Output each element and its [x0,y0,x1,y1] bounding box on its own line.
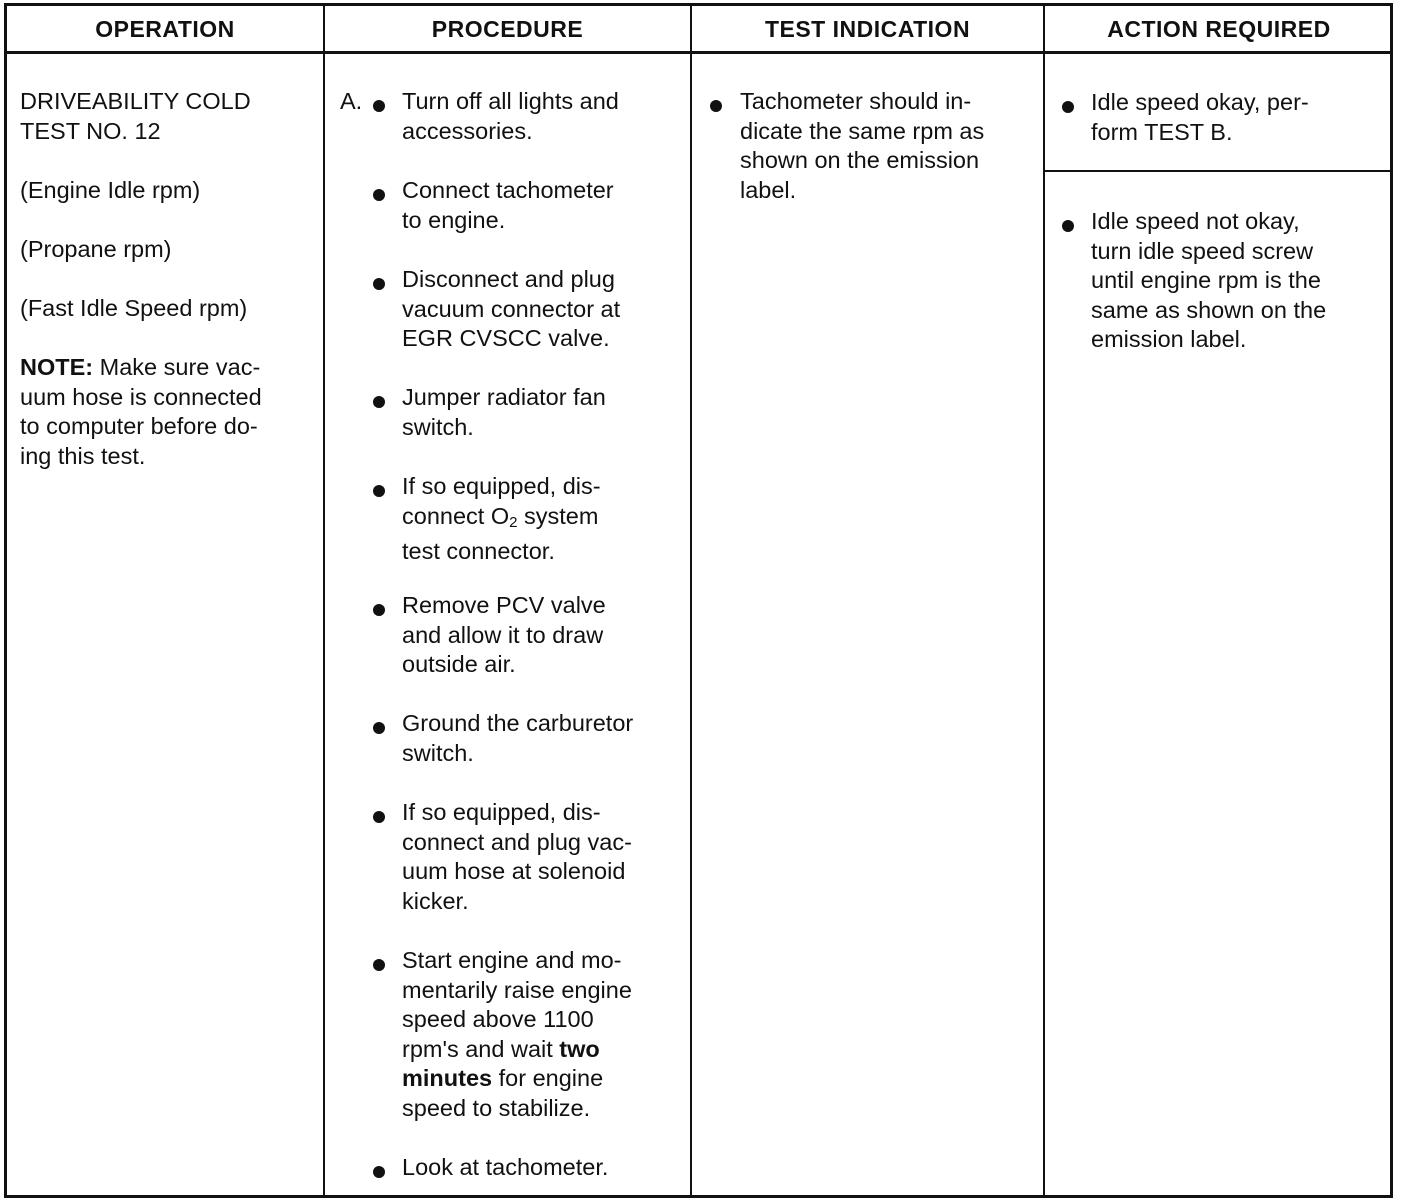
operation-item: (Fast Idle Speed rpm) [20,295,248,321]
bullet-icon [373,396,385,408]
bullet-icon [1062,101,1074,113]
test-indication-item: Tachometer should in- dicate the same rpm as shown on the emission label. [740,88,985,203]
action-item: Idle speed not okay, turn idle speed screw until engine rpm is the same as shown on the emission label. [1091,208,1327,352]
bullet-icon [373,722,385,734]
table-frame [4,3,1393,1198]
bullet-icon [373,811,385,823]
operation-note [20,353,262,471]
procedure-step: If so equipped, dis- connect and plug vac- uum hose at solenoid kicker. [402,799,632,914]
step-bold-text: two minutes [402,1035,600,1091]
procedure-step: Ground the carburetor switch. [402,710,634,766]
procedure-step: Disconnect and plug vacuum connector at EGR CVSCC valve. [402,266,621,351]
bullet-icon [373,604,385,616]
action-item: Idle speed okay, per- form TEST B. [1091,89,1309,145]
bullet-icon [373,959,385,971]
procedure-step: Connect tachometer to engine. [402,177,614,233]
operation-item: (Engine Idle rpm) [20,177,201,203]
procedure-step: Look at tachometer. [402,1154,609,1180]
bullet-icon [373,1166,385,1178]
action-split-rule [1045,170,1390,172]
header-action-required: ACTION REQUIRED [1107,15,1331,42]
bullet-icon [710,100,722,112]
procedure-step: Turn off all lights and accessories. [402,88,619,144]
bullet-icon [373,485,385,497]
procedure-step: Remove PCV valve and allow it to draw outside air. [402,592,606,677]
note-label: NOTE: [20,354,94,380]
procedure-step: Jumper radiator fan switch. [402,384,606,440]
step-text: Start engine and mo- mentarily raise engine speed above 1100 rpm's and wait [402,947,632,1062]
step-marker: A. [340,88,363,114]
header-operation: OPERATION [95,15,235,42]
procedure-step [402,472,601,567]
bullet-icon [373,100,385,112]
operation-item: (Propane rpm) [20,236,172,262]
bullet-icon [373,189,385,201]
column-divider [690,6,692,1195]
bullet-icon [373,278,385,290]
o2-subscript: 2 [509,513,518,531]
column-divider [323,6,325,1195]
column-divider [1043,6,1045,1195]
step-text: system test connector. [402,502,599,564]
header-procedure: PROCEDURE [431,15,584,42]
bullet-icon [1062,220,1074,232]
step-text: for engine speed to stabilize. [402,1065,604,1121]
step-text: If so equipped, dis- connect O [402,473,601,529]
header-test-indication: TEST INDICATION [764,15,971,42]
operation-title: DRIVEABILITY COLD TEST NO. 12 [20,88,251,144]
procedure-step [402,946,632,1123]
note-text: Make sure vac- uum hose is connected to computer before do- ing this test. [20,354,262,469]
